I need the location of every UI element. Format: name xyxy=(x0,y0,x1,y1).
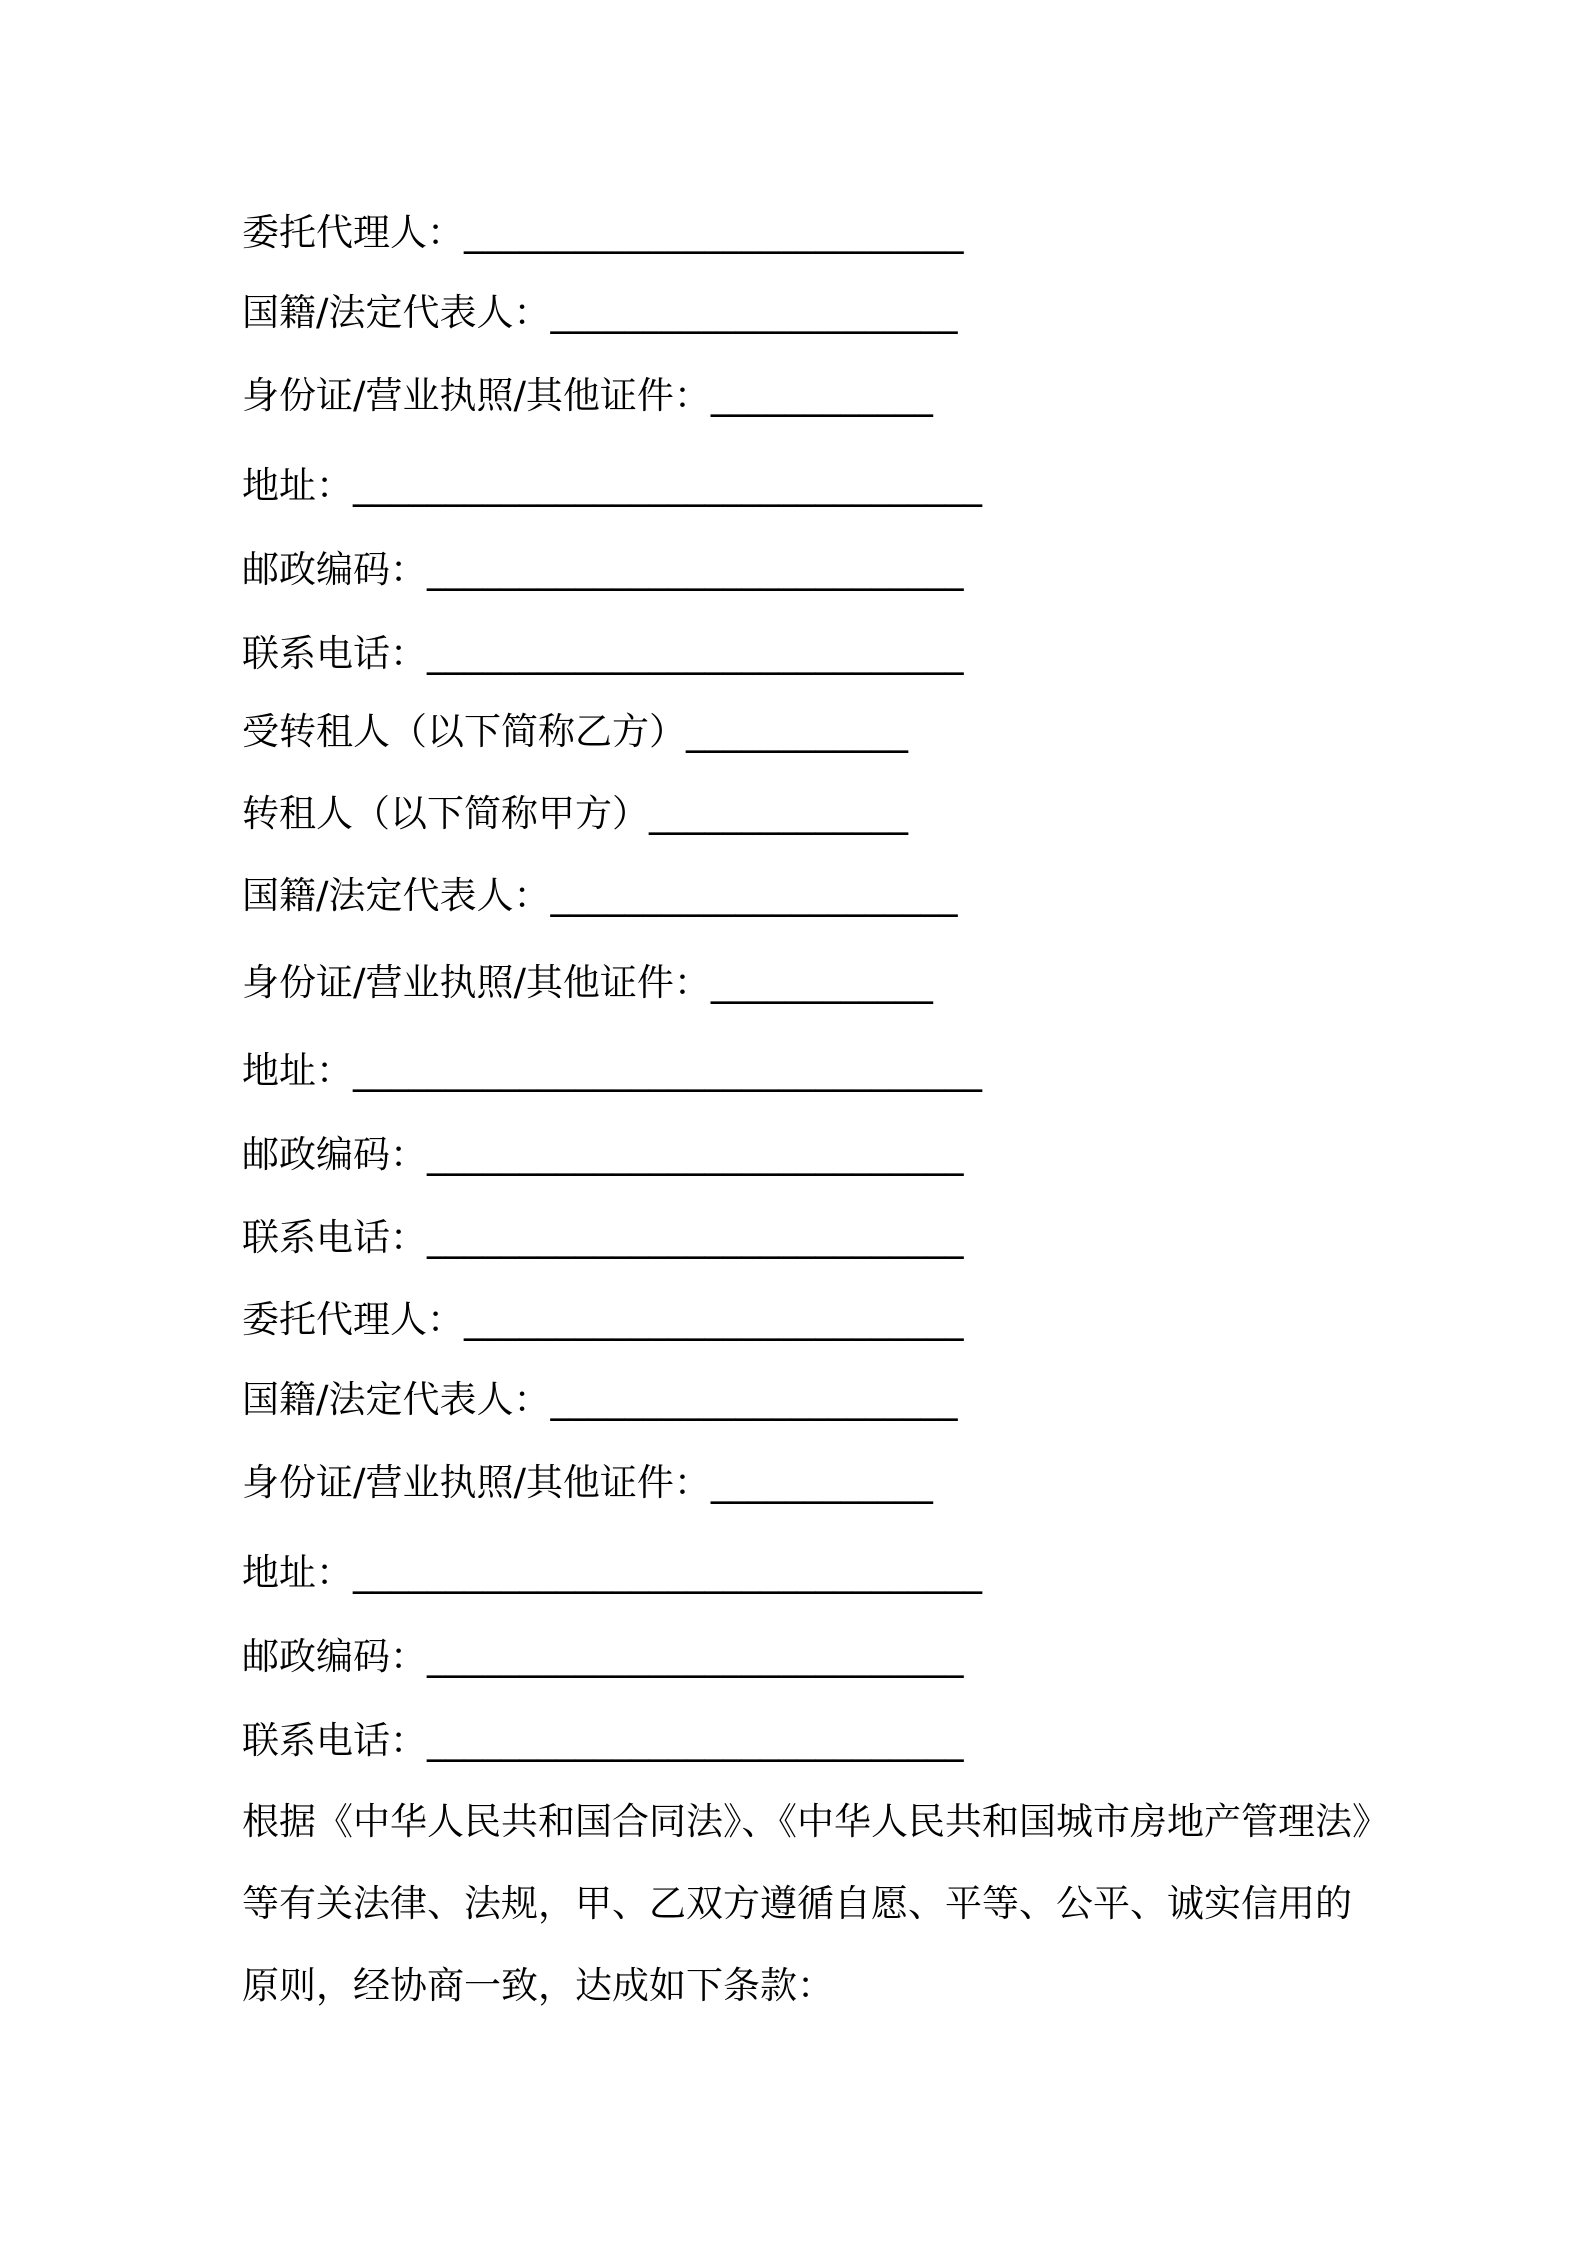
field-nationality-representative: 国籍/法定代表人：______________________ xyxy=(242,291,958,334)
field-id-license: 身份证/营业执照/其他证件：____________ xyxy=(242,374,933,417)
contract-basis-line-1: 根据《中华人民共和国合同法》、《中华人民共和国城市房地产管理法》 xyxy=(242,1800,1389,1843)
field-sublessor: 转租人（以下简称甲方）______________ xyxy=(242,792,908,835)
field-postal-code: 邮政编码：_____________________________ xyxy=(242,1635,964,1678)
field-agent: 委托代理人：___________________________ xyxy=(242,211,964,254)
field-address: 地址：__________________________________ xyxy=(242,1551,982,1594)
field-phone: 联系电话：_____________________________ xyxy=(242,1216,964,1259)
field-id-license: 身份证/营业执照/其他证件：____________ xyxy=(242,1461,933,1504)
field-phone: 联系电话：_____________________________ xyxy=(242,1719,964,1762)
field-address: 地址：__________________________________ xyxy=(242,1049,982,1092)
field-agent: 委托代理人：___________________________ xyxy=(242,1298,964,1341)
field-postal-code: 邮政编码：_____________________________ xyxy=(242,548,964,591)
field-nationality-representative: 国籍/法定代表人：______________________ xyxy=(242,874,958,917)
field-id-license: 身份证/营业执照/其他证件：____________ xyxy=(242,961,933,1004)
contract-basis-line-3: 原则，经协商一致，达成如下条款： xyxy=(242,1964,834,2007)
field-address: 地址：__________________________________ xyxy=(242,464,982,507)
contract-basis-line-2: 等有关法律、法规，甲、乙双方遵循自愿、平等、公平、诚实信用的 xyxy=(242,1882,1352,1925)
field-nationality-representative: 国籍/法定代表人：______________________ xyxy=(242,1378,958,1421)
field-postal-code: 邮政编码：_____________________________ xyxy=(242,1133,964,1176)
field-phone: 联系电话：_____________________________ xyxy=(242,632,964,675)
field-subtenant: 受转租人（以下简称乙方）____________ xyxy=(242,710,908,753)
